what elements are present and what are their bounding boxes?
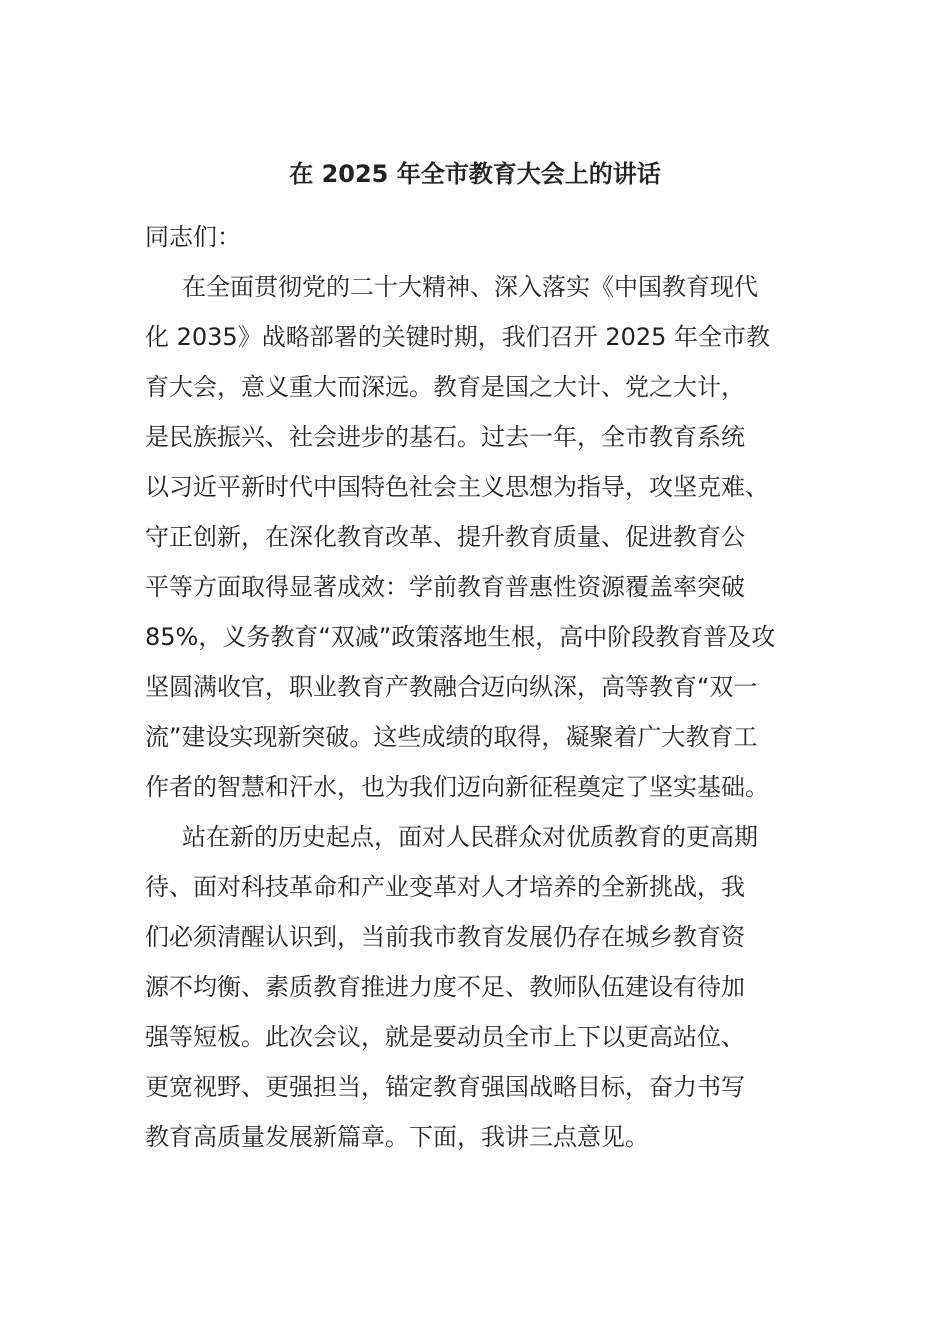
document-title: 在 2025 年全市教育大会上的讲话 — [289, 160, 661, 188]
paragraph-2 — [145, 812, 825, 1162]
paragraph-line: 站在新的历史起点，面对人民群众对优质教育的更高期 — [182, 823, 758, 851]
paragraph-1 — [145, 262, 825, 812]
paragraph-line: 守正创新，在深化教育改革、提升教育质量、促进教育公 — [145, 523, 745, 551]
paragraph-line: 育大会，意义重大而深远。教育是国之大计、党之大计， — [145, 373, 745, 401]
paragraph-line: 85%，义务教育“双减”政策落地生根，高中阶段教育普及攻 — [145, 623, 776, 651]
paragraph-line: 流”建设实现新突破。这些成绩的取得，凝聚着广大教育工 — [145, 723, 758, 751]
paragraph-line: 们必须清醒认识到，当前我市教育发展仍存在城乡教育资 — [145, 923, 745, 951]
paragraph-line: 待、面对科技革命和产业变革对人才培养的全新挑战，我 — [145, 873, 745, 901]
greeting: 同志们： — [145, 223, 241, 251]
paragraph-line: 作者的智慧和汗水，也为我们迈向新征程奠定了坚实基础。 — [145, 773, 769, 801]
paragraph-line: 源不均衡、素质教育推进力度不足、教师队伍建设有待加 — [145, 973, 745, 1001]
paragraph-line: 更宽视野、更强担当，锚定教育强国战略目标，奋力书写 — [145, 1073, 745, 1101]
paragraph-line: 在全面贯彻党的二十大精神、深入落实《中国教育现代 — [182, 273, 758, 301]
paragraph-line: 教育高质量发展新篇章。下面，我讲三点意见。 — [145, 1123, 649, 1151]
paragraph-line: 平等方面取得显著成效：学前教育普惠性资源覆盖率突破 — [145, 573, 745, 601]
paragraph-line: 坚圆满收官，职业教育产教融合迈向纵深，高等教育“双一 — [145, 673, 758, 701]
paragraph-line: 以习近平新时代中国特色社会主义思想为指导，攻坚克难、 — [145, 473, 769, 501]
paragraph-line: 化 2035》战略部署的关键时期，我们召开 2025 年全市教 — [145, 323, 771, 351]
paragraph-line: 是民族振兴、社会进步的基石。过去一年，全市教育系统 — [145, 423, 745, 451]
paragraph-line: 强等短板。此次会议，就是要动员全市上下以更高站位、 — [145, 1023, 745, 1051]
